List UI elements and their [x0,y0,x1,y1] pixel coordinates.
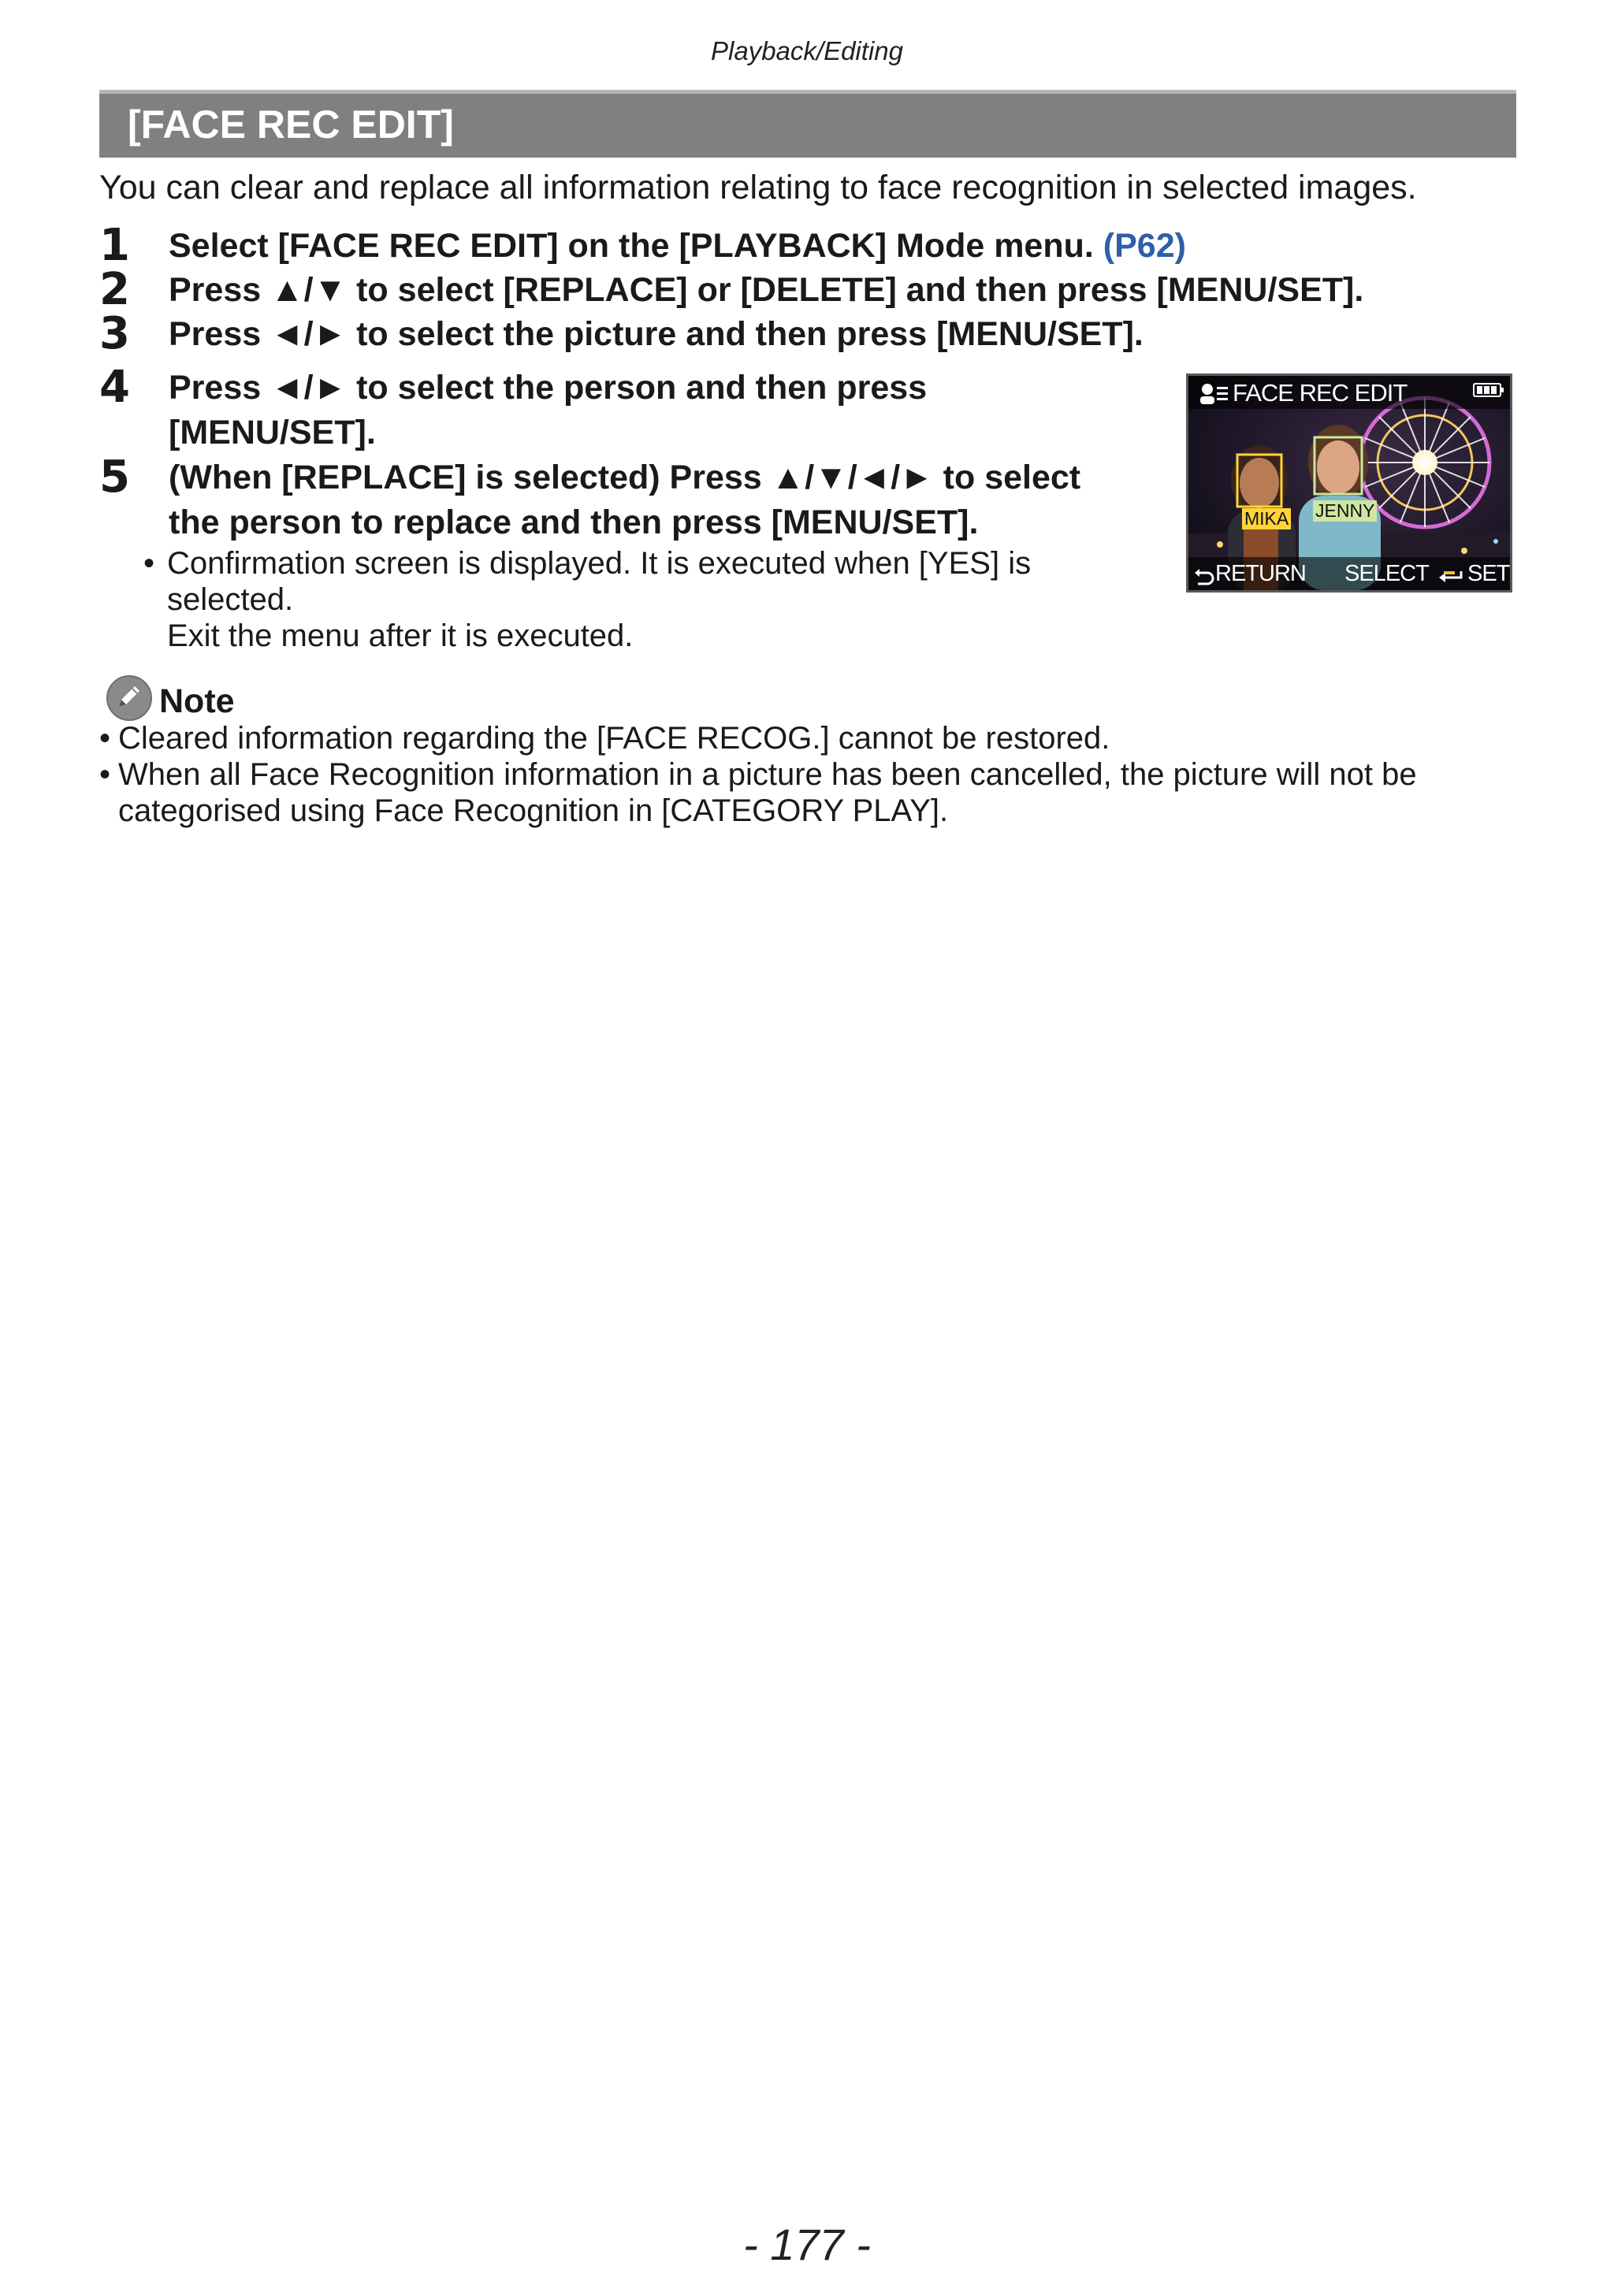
intro-text: You can clear and replace all information relating to face recognition in selected images. [99,169,1417,206]
face-rec-photo [1188,376,1510,590]
step-number: 2 [99,264,130,315]
note-label: Note [159,682,235,720]
note-item: • When all Face Recognition information in a picture has been cancelled, the picture will not be categorised using Face Recognition in [CATEGORY PLAY]. [99,757,1417,828]
step-number: 3 [99,308,130,359]
section-title-bar [99,90,1516,158]
face-tag-jenny: JENNY [1313,500,1377,522]
step-text: Select [FACE REC EDIT] on the [PLAYBACK] Mode menu. (P62) [169,227,1186,265]
step-number: 5 [99,451,130,503]
note-item: • Cleared information regarding the [FACE RECOG.] cannot be restored. [99,721,1110,756]
step-text: Press ◄/► to select the person and then press [MENU/SET]. [169,369,928,451]
section-title: [FACE REC EDIT] [128,102,454,147]
step-number: 4 [99,362,130,413]
pencil-note-icon [106,674,153,722]
camera-screen-title: FACE REC EDIT [1233,379,1408,407]
note-heading [106,674,235,726]
camera-screen-image [1186,373,1512,593]
step-5-bullet: • Confirmation screen is displayed. It is executed when [YES] is selected. Exit the menu after it is executed. [143,546,1032,653]
note-list [99,720,1417,829]
camera-select-label: SELECT [1344,561,1429,586]
ferris-wheel [1360,398,1489,527]
page-link[interactable]: (P62) [1103,227,1186,265]
page-number: - 177 - [743,2220,871,2269]
step-text: Press ▲/▼ to select [REPLACE] or [DELETE] and then press [MENU/SET]. [169,271,1364,309]
face-tag-mika: MIKA [1242,508,1291,529]
camera-set-label: SET [1467,561,1510,586]
camera-return-label: RETURN [1215,561,1306,586]
step-text: Press ◄/► to select the picture and then press [MENU/SET]. [169,315,1144,353]
step-text: (When [REPLACE] is selected) Press ▲/▼/◄/► to select the person to replace and then press [MENU/SET]. [169,459,1081,541]
running-header: Playback/Editing [711,36,903,65]
step-number: 1 [99,220,130,271]
